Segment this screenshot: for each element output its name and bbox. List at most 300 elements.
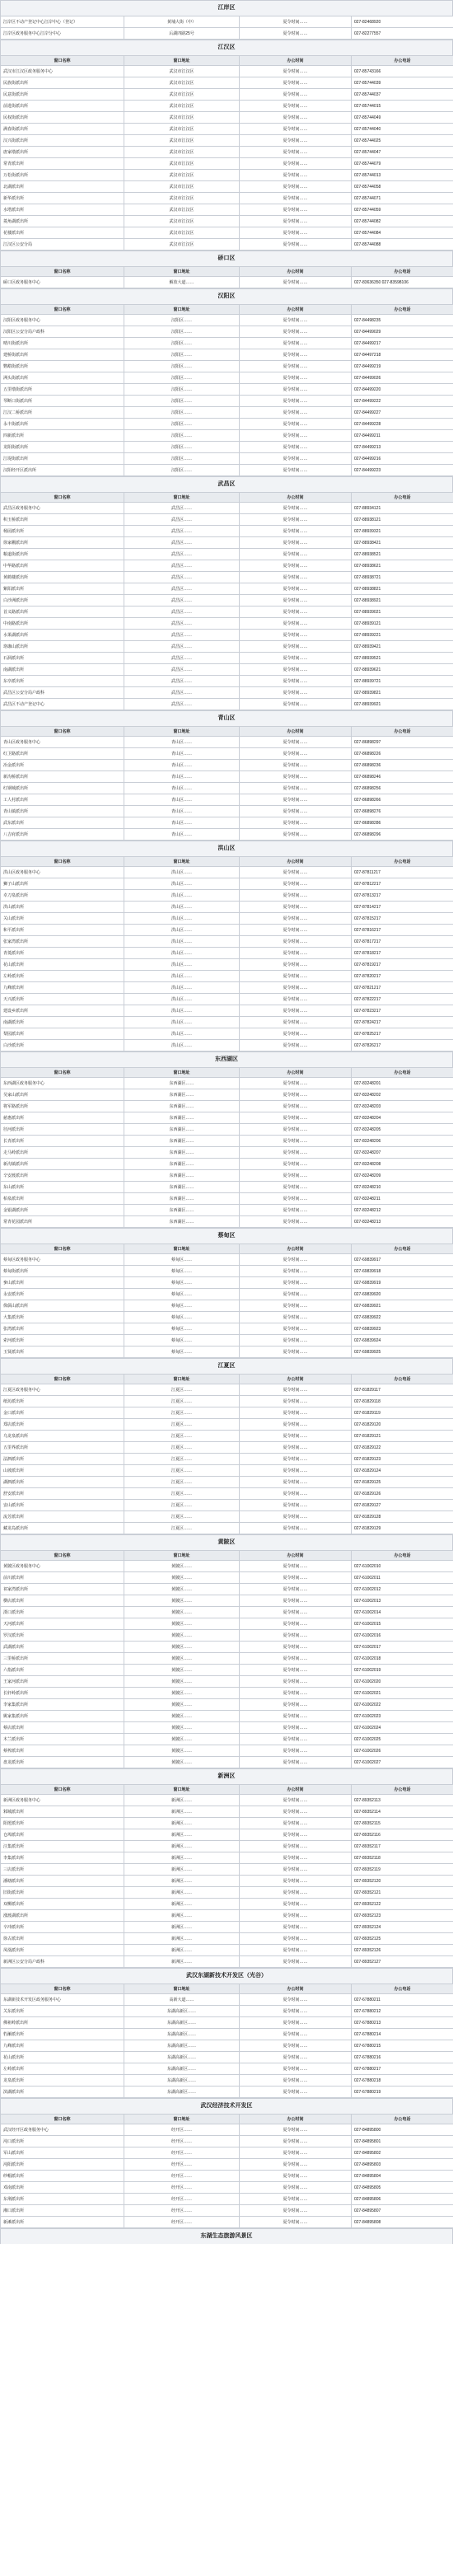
table-row bbox=[1, 699, 453, 710]
office-hours-cell: 夏令时间…… bbox=[240, 2182, 352, 2194]
column-header: 窗口名称 bbox=[1, 2115, 124, 2124]
window-address-cell: 经开区…… bbox=[124, 2182, 240, 2194]
window-name-cell: 法泗派出所 bbox=[1, 1454, 124, 1465]
table-row bbox=[1, 1028, 453, 1040]
table-row bbox=[1, 338, 453, 349]
window-address-cell: 武汉市江汉区 bbox=[124, 124, 240, 135]
window-name-cell: 和平派出所 bbox=[1, 925, 124, 936]
office-hours-cell: 夏令时间…… bbox=[240, 1795, 352, 1806]
table-row bbox=[1, 1876, 453, 1887]
window-name-cell: 红钢城派出所 bbox=[1, 783, 124, 794]
window-name-cell: 永丰街派出所 bbox=[1, 419, 124, 430]
office-hours-cell: 夏令时间…… bbox=[240, 572, 352, 583]
office-hours-cell: 夏令时间…… bbox=[240, 396, 352, 407]
table-row bbox=[1, 1618, 453, 1630]
window-address-cell: 东西湖区…… bbox=[124, 1147, 240, 1159]
phone-cell: 027-87815217 bbox=[352, 913, 453, 925]
column-header: 办公时间 bbox=[240, 1375, 352, 1384]
window-address-cell: 武汉市江汉区 bbox=[124, 135, 240, 147]
window-address-cell: 东西湖区…… bbox=[124, 1124, 240, 1136]
district-title: 江岸区 bbox=[0, 0, 453, 16]
table-row bbox=[1, 1665, 453, 1676]
window-address-cell: 黄陂区…… bbox=[124, 1711, 240, 1722]
window-name-cell: 花山派出所 bbox=[1, 2052, 124, 2063]
window-address-cell: 新洲区…… bbox=[124, 1795, 240, 1806]
office-hours-cell: 夏令时间…… bbox=[240, 361, 352, 372]
window-address-cell: 武汉市江汉区 bbox=[124, 101, 240, 112]
window-name-cell: 民意街派出所 bbox=[1, 89, 124, 101]
column-header: 窗口地址 bbox=[124, 1068, 240, 1078]
table-row bbox=[1, 1642, 453, 1653]
window-address-cell: 汉阳区…… bbox=[124, 453, 240, 465]
table-row bbox=[1, 1101, 453, 1112]
window-name-cell: 长青派出所 bbox=[1, 1136, 124, 1147]
window-address-cell: 东湖高新区…… bbox=[124, 2063, 240, 2075]
window-name-cell: 六指派出所 bbox=[1, 1665, 124, 1676]
table-row bbox=[1, 1852, 453, 1864]
office-hours-cell: 夏令时间…… bbox=[240, 1676, 352, 1688]
table-row bbox=[1, 1899, 453, 1910]
office-hours-cell: 夏令时间…… bbox=[240, 630, 352, 641]
window-name-cell: 东西湖区政务服务中心 bbox=[1, 1078, 124, 1089]
phone-cell: 027-69839922 bbox=[352, 1312, 453, 1323]
service-window-table bbox=[0, 726, 453, 841]
phone-cell: 027-81829127 bbox=[352, 1500, 453, 1511]
service-window-table bbox=[0, 1550, 453, 1768]
phone-cell: 027-86898276 bbox=[352, 806, 453, 817]
phone-cell: 027-87812217 bbox=[352, 878, 453, 890]
office-hours-cell: 夏令时间…… bbox=[240, 1806, 352, 1818]
office-hours-cell: 夏令时间…… bbox=[240, 959, 352, 971]
phone-cell: 027-84498235 bbox=[352, 315, 453, 326]
window-name-cell: 姚家集派出所 bbox=[1, 1711, 124, 1722]
phone-cell: 027-84499220 bbox=[352, 384, 453, 396]
window-address-cell: 东西湖区…… bbox=[124, 1205, 240, 1216]
window-address-cell: 东西湖区…… bbox=[124, 1193, 240, 1205]
phone-cell: 027-83248206 bbox=[352, 1136, 453, 1147]
window-address-cell: 黄陂区…… bbox=[124, 1618, 240, 1630]
office-hours-cell: 夏令时间…… bbox=[240, 1124, 352, 1136]
table-row bbox=[1, 419, 453, 430]
window-name-cell: 柏泉派出所 bbox=[1, 1193, 124, 1205]
window-address-cell: 东西湖区…… bbox=[124, 1078, 240, 1089]
office-hours-cell: 夏令时间…… bbox=[240, 1216, 352, 1228]
table-row bbox=[1, 2205, 453, 2217]
column-header: 窗口地址 bbox=[124, 1244, 240, 1254]
office-hours-cell: 夏令时间…… bbox=[240, 902, 352, 913]
office-hours-cell: 夏令时间…… bbox=[240, 372, 352, 384]
table-row bbox=[1, 384, 453, 396]
table-header-row bbox=[1, 1551, 453, 1561]
table-row bbox=[1, 618, 453, 630]
table-row bbox=[1, 1193, 453, 1205]
phone-cell: 027-83248213 bbox=[352, 1216, 453, 1228]
district-section bbox=[0, 288, 453, 476]
window-address-cell: 洪山区…… bbox=[124, 867, 240, 878]
table-row bbox=[1, 2217, 453, 2228]
office-hours-cell: 夏令时间…… bbox=[240, 2040, 352, 2052]
table-row bbox=[1, 630, 453, 641]
phone-cell: 027-88938821 bbox=[352, 583, 453, 595]
window-name-cell: 永安派出所 bbox=[1, 1289, 124, 1300]
office-hours-cell: 夏令时间…… bbox=[240, 1852, 352, 1864]
table-row bbox=[1, 1017, 453, 1028]
table-row bbox=[1, 794, 453, 806]
column-header: 窗口地址 bbox=[124, 727, 240, 737]
office-hours-cell: 夏令时间…… bbox=[240, 112, 352, 124]
phone-cell: 027-61002022 bbox=[352, 1699, 453, 1711]
table-row bbox=[1, 158, 453, 170]
window-name-cell: 凤凰派出所 bbox=[1, 1945, 124, 1956]
column-header: 窗口名称 bbox=[1, 1785, 124, 1795]
office-hours-cell: 夏令时间…… bbox=[240, 1205, 352, 1216]
office-hours-cell: 夏令时间…… bbox=[240, 1523, 352, 1534]
office-hours-cell: 夏令时间…… bbox=[240, 2171, 352, 2182]
office-hours-cell: 夏令时间…… bbox=[240, 653, 352, 664]
table-row bbox=[1, 2040, 453, 2052]
column-header: 办公电话 bbox=[352, 2115, 453, 2124]
district-section bbox=[0, 2228, 453, 2244]
table-header-row bbox=[1, 1375, 453, 1384]
phone-cell: 027-88939921 bbox=[352, 699, 453, 710]
phone-cell: 027-87824217 bbox=[352, 1017, 453, 1028]
window-address-cell: 东西湖区…… bbox=[124, 1170, 240, 1182]
window-address-cell: 汉阳区…… bbox=[124, 442, 240, 453]
table-row bbox=[1, 537, 453, 549]
table-row bbox=[1, 124, 453, 135]
table-row bbox=[1, 430, 453, 442]
table-row bbox=[1, 1745, 453, 1757]
phone-cell: 027-85744082 bbox=[352, 216, 453, 227]
table-row bbox=[1, 1205, 453, 1216]
window-name-cell: 中南路派出所 bbox=[1, 618, 124, 630]
window-name-cell: 天河派出所 bbox=[1, 1618, 124, 1630]
phone-cell: 027-87814217 bbox=[352, 902, 453, 913]
table-row bbox=[1, 465, 453, 476]
window-name-cell: 纸坊派出所 bbox=[1, 1396, 124, 1407]
table-header-row bbox=[1, 1785, 453, 1795]
window-address-cell: 东湖高新区…… bbox=[124, 2087, 240, 2098]
phone-cell: 027-61002018 bbox=[352, 1653, 453, 1665]
phone-cell: 027-84499228 bbox=[352, 419, 453, 430]
phone-cell: 027-81829122 bbox=[352, 1442, 453, 1454]
window-name-cell: 梨园派出所 bbox=[1, 1028, 124, 1040]
window-address-cell: 新洲区…… bbox=[124, 1864, 240, 1876]
window-address-cell: 蔡甸区…… bbox=[124, 1323, 240, 1335]
window-address-cell: 新洲区…… bbox=[124, 1841, 240, 1852]
table-row bbox=[1, 1112, 453, 1124]
window-name-cell: 军山派出所 bbox=[1, 2147, 124, 2159]
table-header-row bbox=[1, 267, 453, 277]
window-name-cell: 狮子山派出所 bbox=[1, 878, 124, 890]
phone-cell: 027-85743166 bbox=[352, 66, 453, 77]
table-row bbox=[1, 1335, 453, 1347]
office-hours-cell: 夏令时间…… bbox=[240, 1745, 352, 1757]
window-name-cell: 青菱派出所 bbox=[1, 948, 124, 959]
window-address-cell: 武昌区…… bbox=[124, 514, 240, 526]
window-address-cell: 后湖四路25号 bbox=[124, 28, 240, 40]
office-hours-cell: 夏令时间…… bbox=[240, 1488, 352, 1500]
window-address-cell: 蔡甸区…… bbox=[124, 1312, 240, 1323]
window-name-cell: 青山镇派出所 bbox=[1, 806, 124, 817]
window-address-cell: 汉阳区…… bbox=[124, 430, 240, 442]
window-name-cell: 汪集派出所 bbox=[1, 1841, 124, 1852]
office-hours-cell: 夏令时间…… bbox=[240, 618, 352, 630]
office-hours-cell: 夏令时间…… bbox=[240, 1277, 352, 1289]
phone-cell: 027-85744025 bbox=[352, 135, 453, 147]
window-name-cell: 武湖派出所 bbox=[1, 1642, 124, 1653]
table-row bbox=[1, 687, 453, 699]
office-hours-cell: 夏令时间…… bbox=[240, 1841, 352, 1852]
table-row bbox=[1, 607, 453, 618]
window-address-cell: 武昌区…… bbox=[124, 595, 240, 607]
window-name-cell: 东亭派出所 bbox=[1, 676, 124, 687]
phone-cell: 027-67880215 bbox=[352, 2040, 453, 2052]
office-hours-cell: 夏令时间…… bbox=[240, 227, 352, 239]
column-header: 办公时间 bbox=[240, 1785, 352, 1795]
service-window-table bbox=[0, 1984, 453, 2098]
phone-cell: 027-85744037 bbox=[352, 89, 453, 101]
window-address-cell: 江夏区…… bbox=[124, 1500, 240, 1511]
window-address-cell: 汉阳区…… bbox=[124, 372, 240, 384]
window-name-cell: 紫阳派出所 bbox=[1, 583, 124, 595]
column-header: 办公时间 bbox=[240, 1244, 352, 1254]
window-name-cell: 徐古派出所 bbox=[1, 1933, 124, 1945]
table-row bbox=[1, 1523, 453, 1534]
window-name-cell: 五里界派出所 bbox=[1, 1442, 124, 1454]
window-address-cell: 洪山区…… bbox=[124, 1017, 240, 1028]
office-hours-cell: 夏令时间…… bbox=[240, 77, 352, 89]
office-hours-cell: 夏令时间…… bbox=[240, 1956, 352, 1968]
office-hours-cell: 夏令时间…… bbox=[240, 607, 352, 618]
window-name-cell: 黄陂区政务服务中心 bbox=[1, 1561, 124, 1572]
table-row bbox=[1, 664, 453, 676]
window-name-cell: 民权街派出所 bbox=[1, 112, 124, 124]
phone-cell: 027-85744071 bbox=[352, 193, 453, 204]
table-header-row bbox=[1, 727, 453, 737]
office-hours-cell: 夏令时间…… bbox=[240, 1618, 352, 1630]
table-row bbox=[1, 641, 453, 653]
window-address-cell: 洪山区…… bbox=[124, 878, 240, 890]
window-address-cell: 黄陂区…… bbox=[124, 1653, 240, 1665]
column-header: 办公电话 bbox=[352, 1068, 453, 1078]
phone-cell: 027-84895803 bbox=[352, 2159, 453, 2171]
table-row bbox=[1, 514, 453, 526]
office-hours-cell: 夏令时间…… bbox=[240, 442, 352, 453]
window-address-cell: 黄埔大街（中） bbox=[124, 16, 240, 28]
phone-cell: 027-67880216 bbox=[352, 2052, 453, 2063]
phone-cell: 027-89352122 bbox=[352, 1899, 453, 1910]
window-name-cell: 流芳派出所 bbox=[1, 1511, 124, 1523]
office-hours-cell: 夏令时间…… bbox=[240, 2194, 352, 2205]
table-row bbox=[1, 653, 453, 664]
office-hours-cell: 夏令时间…… bbox=[240, 135, 352, 147]
window-address-cell: 经开区…… bbox=[124, 2205, 240, 2217]
office-hours-cell: 夏令时间…… bbox=[240, 1078, 352, 1089]
office-hours-cell: 夏令时间…… bbox=[240, 503, 352, 514]
window-address-cell: 洪山区…… bbox=[124, 959, 240, 971]
window-address-cell: 江夏区…… bbox=[124, 1442, 240, 1454]
column-header: 窗口名称 bbox=[1, 493, 124, 503]
column-header: 窗口地址 bbox=[124, 1984, 240, 1994]
table-row bbox=[1, 1699, 453, 1711]
table-row bbox=[1, 1384, 453, 1396]
district-title: 武昌区 bbox=[0, 476, 453, 492]
office-hours-cell: 夏令时间…… bbox=[240, 1922, 352, 1933]
window-address-cell: 黄陂区…… bbox=[124, 1676, 240, 1688]
window-address-cell: 新洲区…… bbox=[124, 1876, 240, 1887]
office-hours-cell: 夏令时间…… bbox=[240, 1089, 352, 1101]
office-hours-cell: 夏令时间…… bbox=[240, 16, 352, 28]
phone-cell: 027-88938421 bbox=[352, 537, 453, 549]
phone-cell: 027-67880217 bbox=[352, 2063, 453, 2075]
window-name-cell: 前进街派出所 bbox=[1, 101, 124, 112]
window-address-cell: 洪山区…… bbox=[124, 936, 240, 948]
window-name-cell: 汉兴街派出所 bbox=[1, 135, 124, 147]
office-hours-cell: 夏令时间…… bbox=[240, 526, 352, 537]
phone-cell: 027-86898296 bbox=[352, 829, 453, 841]
table-row bbox=[1, 453, 453, 465]
table-row bbox=[1, 1136, 453, 1147]
office-hours-cell: 夏令时间…… bbox=[240, 560, 352, 572]
office-hours-cell: 夏令时间…… bbox=[240, 2205, 352, 2217]
table-row bbox=[1, 1005, 453, 1017]
window-name-cell: 龙泉派出所 bbox=[1, 2075, 124, 2087]
window-name-cell: 木兰派出所 bbox=[1, 1734, 124, 1745]
table-row bbox=[1, 1477, 453, 1488]
phone-cell: 027-88939821 bbox=[352, 687, 453, 699]
window-address-cell: 汉阳区…… bbox=[124, 384, 240, 396]
window-name-cell: 卓刀泉派出所 bbox=[1, 890, 124, 902]
phone-cell: 027-61002027 bbox=[352, 1757, 453, 1768]
window-address-cell: 新洲区…… bbox=[124, 1910, 240, 1922]
window-name-cell: 新华派出所 bbox=[1, 193, 124, 204]
window-name-cell: 大集派出所 bbox=[1, 1312, 124, 1323]
column-header: 窗口名称 bbox=[1, 267, 124, 277]
phone-cell: 027-88938121 bbox=[352, 514, 453, 526]
office-hours-cell: 夏令时间…… bbox=[240, 277, 352, 288]
window-name-cell: 四新派出所 bbox=[1, 430, 124, 442]
window-address-cell: 蔡甸区…… bbox=[124, 1347, 240, 1358]
column-header: 窗口地址 bbox=[124, 493, 240, 503]
phone-cell: 027-87823217 bbox=[352, 1005, 453, 1017]
office-hours-cell: 夏令时间…… bbox=[240, 66, 352, 77]
phone-cell: 027-61002013 bbox=[352, 1595, 453, 1607]
phone-cell: 027-67880214 bbox=[352, 2029, 453, 2040]
phone-cell: 027-87821217 bbox=[352, 982, 453, 994]
table-row bbox=[1, 1124, 453, 1136]
window-name-cell: 王家河派出所 bbox=[1, 1676, 124, 1688]
window-name-cell: 李集派出所 bbox=[1, 1852, 124, 1864]
phone-cell: 027-84499216 bbox=[352, 453, 453, 465]
window-address-cell: 武昌区…… bbox=[124, 630, 240, 641]
table-row bbox=[1, 1922, 453, 1933]
table-row bbox=[1, 16, 453, 28]
window-address-cell: 武汉市江汉区 bbox=[124, 216, 240, 227]
office-hours-cell: 夏令时间…… bbox=[240, 1653, 352, 1665]
phone-cell: 027-88938621 bbox=[352, 560, 453, 572]
office-hours-cell: 夏令时间…… bbox=[240, 1757, 352, 1768]
phone-cell: 027-81829125 bbox=[352, 1477, 453, 1488]
window-name-cell: 首义路派出所 bbox=[1, 607, 124, 618]
window-address-cell: 经开区…… bbox=[124, 2124, 240, 2136]
table-row bbox=[1, 396, 453, 407]
office-hours-cell: 夏令时间…… bbox=[240, 2147, 352, 2159]
table-row bbox=[1, 1572, 453, 1584]
table-row bbox=[1, 1595, 453, 1607]
office-hours-cell: 夏令时间…… bbox=[240, 748, 352, 760]
window-name-cell: 左岭派出所 bbox=[1, 2063, 124, 2075]
office-hours-cell: 夏令时间…… bbox=[240, 430, 352, 442]
phone-cell: 027-82468920 bbox=[352, 16, 453, 28]
table-row bbox=[1, 1040, 453, 1051]
phone-cell: 027-61002023 bbox=[352, 1711, 453, 1722]
district-title: 蔡甸区 bbox=[0, 1228, 453, 1244]
office-hours-cell: 夏令时间…… bbox=[240, 2017, 352, 2029]
table-row bbox=[1, 112, 453, 124]
window-address-cell: 东西湖区…… bbox=[124, 1216, 240, 1228]
table-row bbox=[1, 2087, 453, 2098]
table-row bbox=[1, 1170, 453, 1182]
phone-cell: 027-83248202 bbox=[352, 1089, 453, 1101]
office-hours-cell: 夏令时间…… bbox=[240, 1407, 352, 1419]
office-hours-cell: 夏令时间…… bbox=[240, 1136, 352, 1147]
office-hours-cell: 夏令时间…… bbox=[240, 1005, 352, 1017]
table-row bbox=[1, 1757, 453, 1768]
table-row bbox=[1, 1147, 453, 1159]
window-address-cell: 青山区…… bbox=[124, 760, 240, 771]
phone-cell: 027-89352113 bbox=[352, 1795, 453, 1806]
window-address-cell: 经开区…… bbox=[124, 2136, 240, 2147]
window-address-cell: 武汉市江汉区 bbox=[124, 77, 240, 89]
phone-cell: 027-89352116 bbox=[352, 1829, 453, 1841]
phone-cell: 027-85744058 bbox=[352, 181, 453, 193]
table-row bbox=[1, 1795, 453, 1806]
phone-cell: 027-88939621 bbox=[352, 664, 453, 676]
table-row bbox=[1, 1887, 453, 1899]
office-hours-cell: 夏令时间…… bbox=[240, 2075, 352, 2087]
table-row bbox=[1, 1607, 453, 1618]
window-name-cell: 珞珈山派出所 bbox=[1, 641, 124, 653]
table-row bbox=[1, 2029, 453, 2040]
window-address-cell: 新洲区…… bbox=[124, 1899, 240, 1910]
window-address-cell: 东西湖区…… bbox=[124, 1182, 240, 1193]
phone-cell: 027-87813217 bbox=[352, 890, 453, 902]
office-hours-cell: 夏令时间…… bbox=[240, 216, 352, 227]
window-address-cell: 江夏区…… bbox=[124, 1407, 240, 1419]
table-row bbox=[1, 783, 453, 794]
window-name-cell: 郑店派出所 bbox=[1, 1419, 124, 1431]
column-header: 办公电话 bbox=[352, 305, 453, 315]
window-address-cell: 新洲区…… bbox=[124, 1933, 240, 1945]
table-row bbox=[1, 101, 453, 112]
district-section bbox=[0, 1968, 453, 2098]
phone-cell: 027-87817217 bbox=[352, 936, 453, 948]
column-header: 办公时间 bbox=[240, 56, 352, 66]
window-name-cell: 李家集派出所 bbox=[1, 1699, 124, 1711]
window-name-cell: 邓南派出所 bbox=[1, 2182, 124, 2194]
table-header-row bbox=[1, 857, 453, 867]
district-section bbox=[0, 710, 453, 841]
window-address-cell: 经开区…… bbox=[124, 2159, 240, 2171]
window-address-cell: 青山区…… bbox=[124, 806, 240, 817]
phone-cell: 027-84895800 bbox=[352, 2124, 453, 2136]
window-name-cell: 洪山区政务服务中心 bbox=[1, 867, 124, 878]
window-name-cell: 冶金派出所 bbox=[1, 760, 124, 771]
window-name-cell: 双柳派出所 bbox=[1, 1899, 124, 1910]
table-row bbox=[1, 902, 453, 913]
column-header: 窗口名称 bbox=[1, 1068, 124, 1078]
